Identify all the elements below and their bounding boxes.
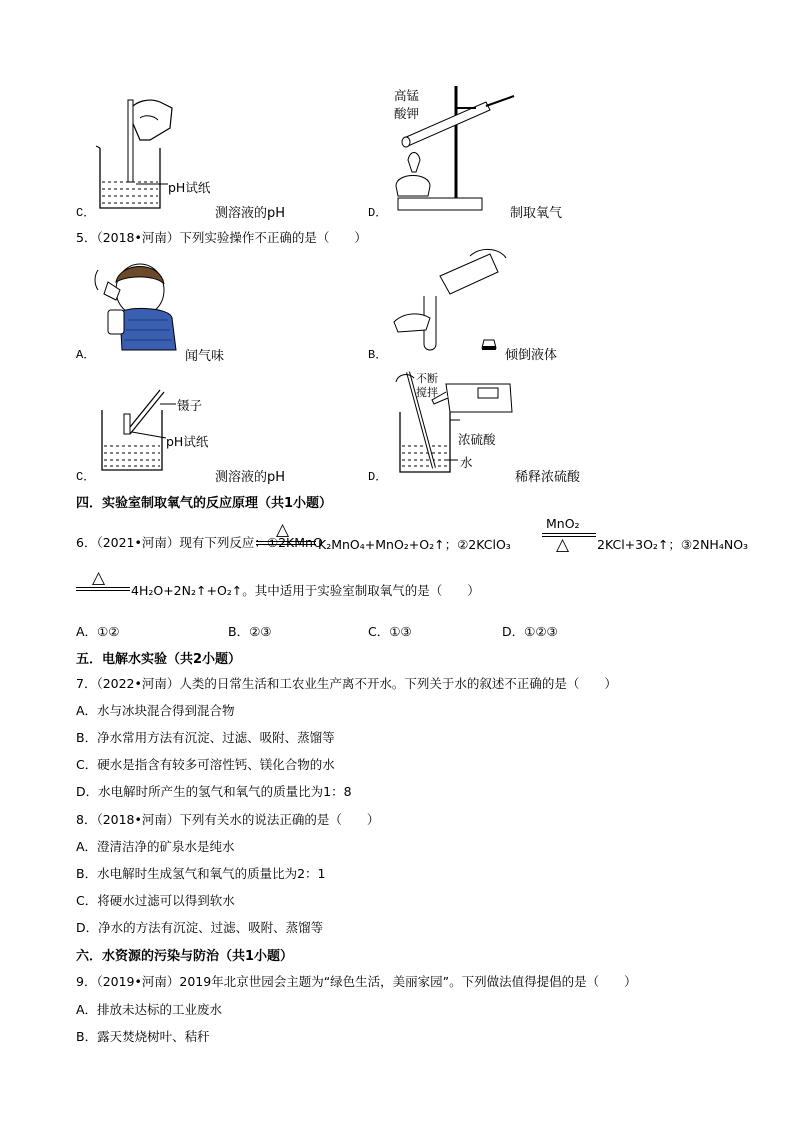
option-letter: D． <box>368 470 388 484</box>
r2-heat-symbol: △ <box>556 535 570 555</box>
section-6-title: 六．水资源的污染与防治（共1小题） <box>76 949 294 964</box>
q7-option-c: C．硬水是指含有较多可溶性钙、镁化合物的水 <box>76 757 335 772</box>
section-4-title: 四．实验室制取氧气的反应原理（共1小题） <box>76 496 333 511</box>
caption: 闻气味 <box>185 349 225 364</box>
kmno4-label-2: 酸钾 <box>394 106 420 121</box>
q6-option-c: C．①③ <box>368 624 412 639</box>
caption: 测溶液的pH <box>215 470 286 485</box>
section-5-title: 五．电解水实验（共2小题） <box>76 652 242 667</box>
r1-heat-symbol: △ <box>276 520 290 540</box>
option-letter: C． <box>76 470 96 484</box>
q7-option-b: B．净水常用方法有沉淀、过滤、吸附、蒸馏等 <box>76 730 335 745</box>
option-letter: D． <box>368 206 388 220</box>
stir-label-2: 搅拌 <box>416 386 438 399</box>
caption: 稀释浓硫酸 <box>515 470 581 485</box>
q9-option-a: A．排放未达标的工业废水 <box>76 1002 223 1017</box>
q8-option-c: C．将硬水过滤可以得到软水 <box>76 893 235 908</box>
caption: 制取氧气 <box>510 206 563 221</box>
q6-prefix: 6．（2021•河南）现有下列反应：①2KMnO <box>76 535 323 550</box>
r2-catalyst: MnO₂ <box>546 516 580 531</box>
kmno4-label-1: 高锰 <box>394 88 420 103</box>
r1-products: K₂MnO₄+MnO₂+O₂↑；②2KClO₃ <box>318 537 511 552</box>
r3-equals <box>76 587 130 591</box>
q9-option-b: B．露天焚烧树叶、秸秆 <box>76 1029 210 1044</box>
q8-option-b: B．水电解时生成氢气和氧气的质量比为2：1 <box>76 866 326 881</box>
stir-label-1: 不断 <box>416 372 438 385</box>
option-letter: B． <box>368 348 388 362</box>
option-letter: A． <box>76 348 96 362</box>
q8-option-d: D．净水的方法有沉淀、过滤、吸附、蒸馏等 <box>76 920 324 935</box>
q9-stem: 9．（2019•河南）2019年北京世园会主题为“绿色生活，美丽家园”。下列做法值得提倡的是（ ） <box>76 974 637 989</box>
q6-option-b: B．②③ <box>228 624 272 639</box>
r3-products: 4H₂O+2N₂↑+O₂↑。其中适用于实验室制取氧气的是（ ） <box>131 583 480 598</box>
q6-option-d: D．①②③ <box>502 624 558 639</box>
q7-option-a: A．水与冰块混合得到混合物 <box>76 703 235 718</box>
ph-paper-label: pH试纸 <box>166 434 209 449</box>
q7-option-d: D．水电解时所产生的氢气和氧气的质量比为1：8 <box>76 784 352 799</box>
q8-stem: 8．（2018•河南）下列有关水的说法正确的是（ ） <box>76 812 380 827</box>
question-5-stem: 5．（2018•河南）下列实验操作不正确的是（ ） <box>76 230 367 245</box>
caption: 倾倒液体 <box>505 348 558 363</box>
r2-products: 2KCl+3O₂↑；③2NH₄NO₃ <box>597 537 749 552</box>
q6-option-a: A．①② <box>76 624 120 639</box>
q7-stem: 7．（2022•河南）人类的日常生活和工农业生产离不开水。下列关于水的叙述不正确的是（ ） <box>76 676 617 691</box>
q8-option-a: A．澄清洁净的矿泉水是纯水 <box>76 839 235 854</box>
r3-heat-symbol: △ <box>92 568 106 588</box>
option-letter: C． <box>76 206 96 220</box>
ph-paper-label: pH试纸 <box>168 180 211 195</box>
water-label: 水 <box>460 455 473 470</box>
r1-equals <box>256 541 316 545</box>
caption: 测溶液的pH <box>215 206 286 221</box>
tweezers-label: 镊子 <box>177 398 203 413</box>
acid-label: 浓硫酸 <box>458 432 496 447</box>
